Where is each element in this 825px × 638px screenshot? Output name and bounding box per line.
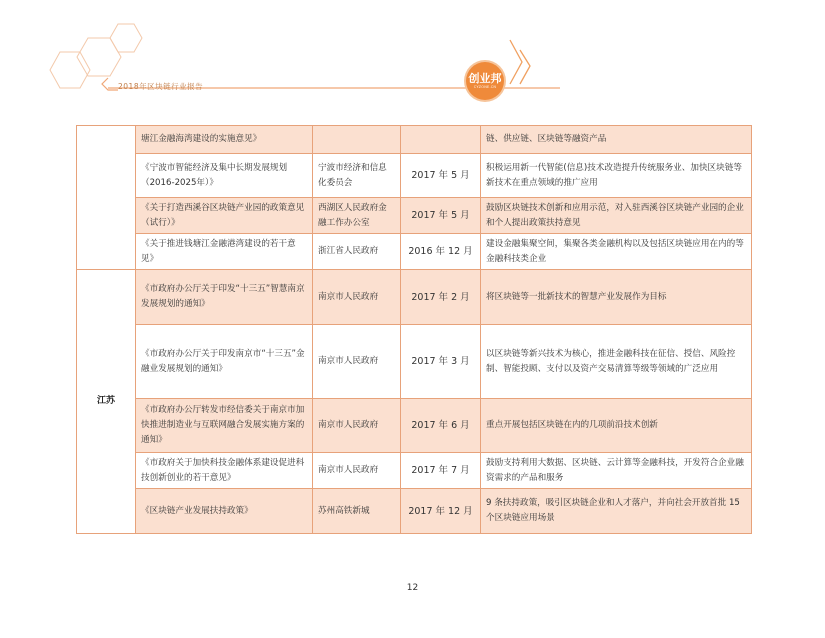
issuer-cell: 西湖区人民政府金融工作办公室 [313,198,401,234]
header-decoration [0,0,825,120]
date-cell: 2017 年 3 月 [401,325,481,399]
issuer-cell [313,126,401,154]
content-cell: 积极运用新一代智能(信息)技术改造提升传统服务业、加快区块链等新技术在重点领域的推广应用 [481,154,752,198]
table-row [77,234,752,270]
issuer-cell: 苏州高铁新城 [313,489,401,534]
policy-table [76,125,752,534]
report-header-title: 2018年区块链行业报告 [118,82,204,91]
date-cell: 2017 年 12 月 [401,489,481,534]
page-number: 12 [406,583,419,593]
issuer-cell: 南京市人民政府 [313,325,401,399]
date-cell: 2017 年 2 月 [401,270,481,325]
province-cell: 江苏 [77,270,136,534]
policy-title-cell: 《关于打造西溪谷区块链产业园的政策意见（试行）》 [136,198,313,234]
policy-title-cell: 《宁波市智能经济及集中长期发展规划（2016-2025年）》 [136,154,313,198]
table-row [77,270,752,325]
date-cell: 2017 年 5 月 [401,154,481,198]
table-row [77,154,752,198]
content-cell: 9 条扶持政策，吸引区块链企业和人才落户，并向社会开放首批 15 个区块链应用场景 [481,489,752,534]
date-cell: 2017 年 5 月 [401,198,481,234]
date-cell: 2016 年 12 月 [401,234,481,270]
table-row [77,198,752,234]
policy-title-cell: 《市政府办公厅转发市经信委关于南京市加快推进制造业与互联网融合发展实施方案的通知》 [136,399,313,453]
logo-text: 创业邦 [468,71,502,85]
issuer-cell: 南京市人民政府 [313,270,401,325]
content-cell: 建设金融集聚空间，集聚各类金融机构以及包括区块链应用在内的等金融科技类企业 [481,234,752,270]
table-row [77,399,752,453]
policy-title-cell: 塘江金融海湾建设的实施意见》 [136,126,313,154]
table-row [77,453,752,489]
issuer-cell: 南京市人民政府 [313,399,401,453]
issuer-cell: 宁波市经济和信息化委员会 [313,154,401,198]
content-cell: 重点开展包括区块链在内的几项前沿技术创新 [481,399,752,453]
table-row [77,126,752,154]
policy-title-cell: 《关于推进钱塘江金融港湾建设的若干意见》 [136,234,313,270]
date-cell: 2017 年 7 月 [401,453,481,489]
date-cell [401,126,481,154]
policy-title-cell: 《市政府关于加快科技金融体系建设促进科技创新创业的若干意见》 [136,453,313,489]
table-row [77,325,752,399]
content-cell: 以区块链等新兴技术为核心，推进金融科技在征信、授信、风险控制、智能投顾、支付以及资产交易清算等级等领域的广泛应用 [481,325,752,399]
cyzone-logo [466,62,504,100]
date-cell: 2017 年 6 月 [401,399,481,453]
policy-title-cell: 《市政府办公厅关于印发南京市“十三五”金融业发展规划的通知》 [136,325,313,399]
province-cell [77,126,136,270]
issuer-cell: 南京市人民政府 [313,453,401,489]
policy-title-cell: 《区块链产业发展扶持政策》 [136,489,313,534]
content-cell: 链、供应链、区块链等融资产品 [481,126,752,154]
table-row [77,489,752,534]
issuer-cell: 浙江省人民政府 [313,234,401,270]
content-cell: 将区块链等一批新技术的智慧产业发展作为目标 [481,270,752,325]
policy-title-cell: 《市政府办公厅关于印发“十三五”智慧南京发展规划的通知》 [136,270,313,325]
logo-subtext: CYZONE.CN [473,84,497,89]
content-cell: 鼓励区块链技术创新和应用示范，对入驻西溪谷区块链产业园的企业和个人提出政策扶持意见 [481,198,752,234]
content-cell: 鼓励支持利用大数据、区块链、云计算等金融科技，开发符合企业融资需求的产品和服务 [481,453,752,489]
